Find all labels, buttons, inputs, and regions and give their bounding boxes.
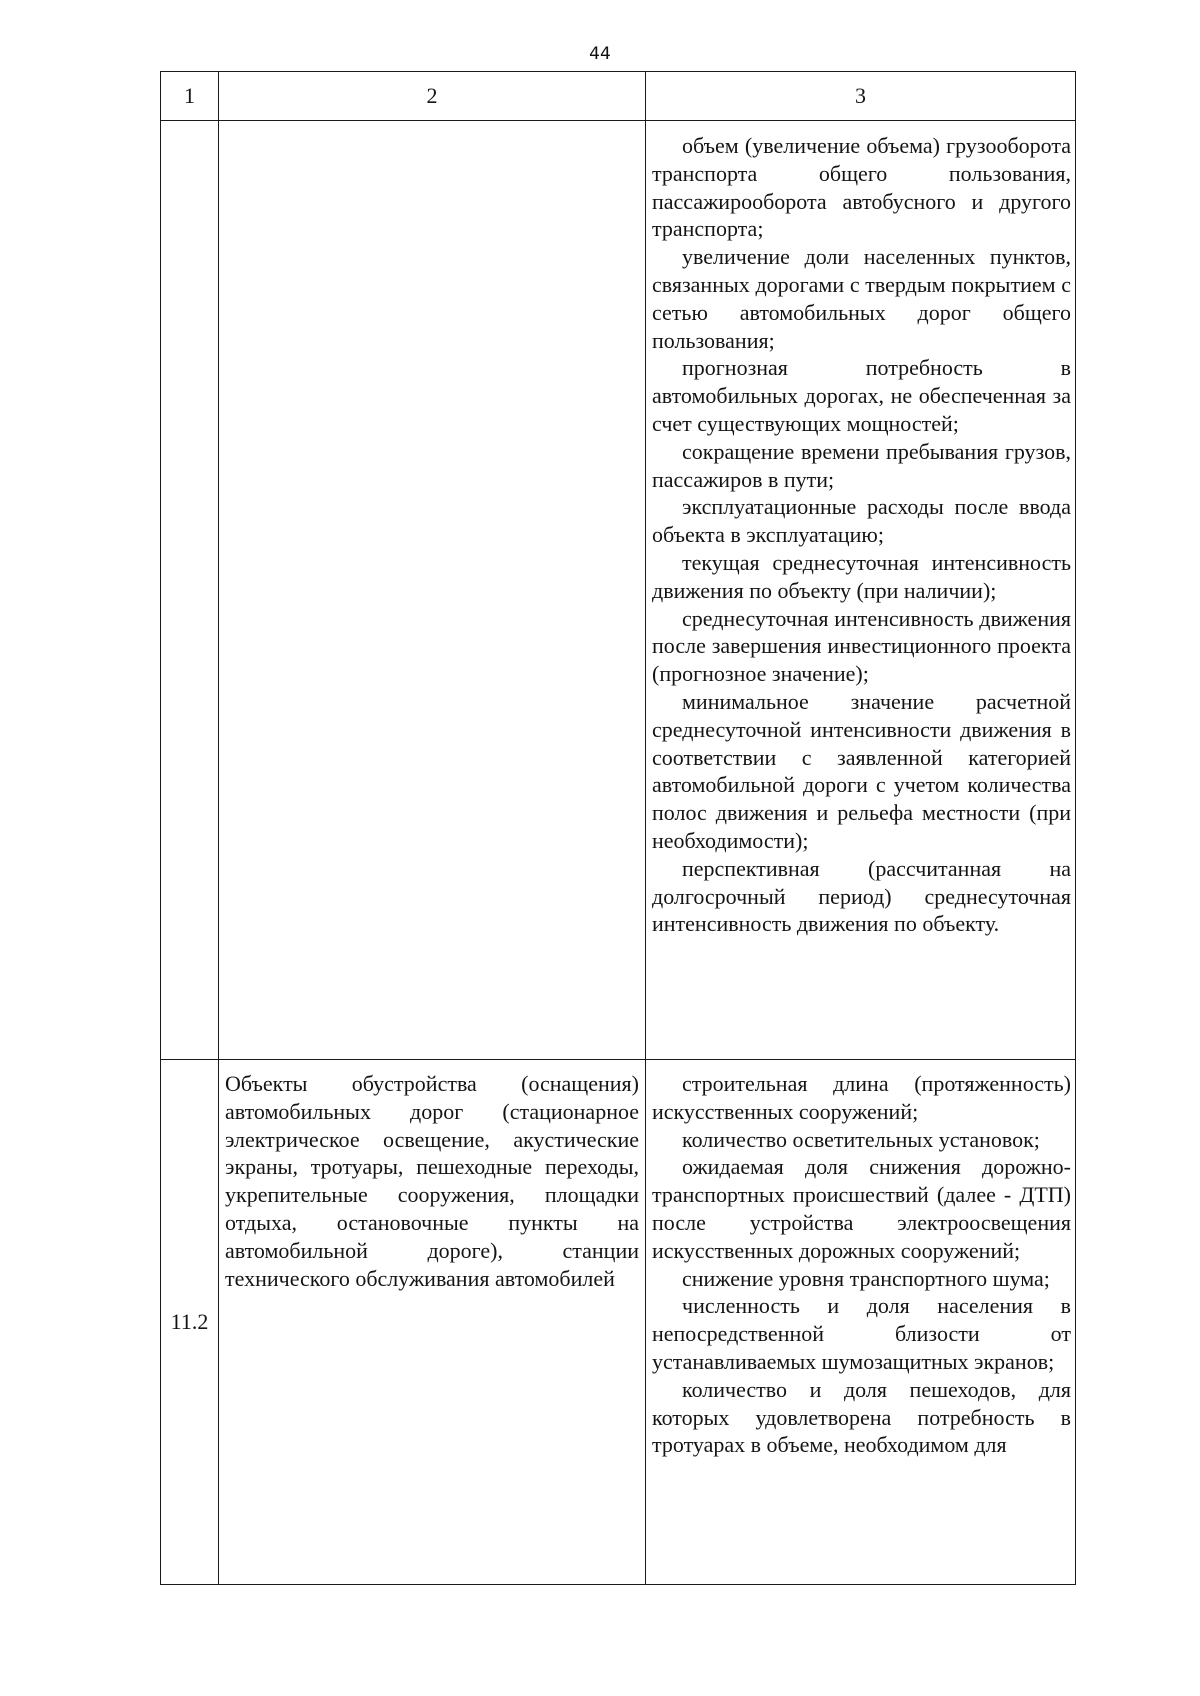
- row-number: [161, 121, 219, 1060]
- paragraph: численность и доля населения в непосредственной близости от устанавливаемых шумозащитных экранов;: [652, 1293, 1071, 1374]
- table-row: [161, 121, 1076, 1060]
- document-table: [160, 71, 1076, 1585]
- paragraph: снижение уровня транспортного шума;: [682, 1265, 1050, 1291]
- indicators-cell: [646, 1060, 1076, 1585]
- object-text: [219, 121, 645, 132]
- paragraph: строительная длина (протяженность) искусственных сооружений;: [652, 1071, 1071, 1124]
- paragraph: перспективная (рассчитанная на долгосрочный период) среднесуточная интенсивность движения по объекту.: [652, 855, 1071, 937]
- paragraph: увеличение доли населенных пунктов, связанных дорогами с твердым покрытием с сетью автомобильных дорог общего пользования;: [652, 244, 1071, 353]
- object-cell: [219, 121, 646, 1060]
- paragraph: объем (увеличение объема) грузооборота транспорта общего пользования, пассажирооборота автобусного и другого транспорта;: [652, 133, 1071, 242]
- paragraph: прогнозная потребность в автомобильных дорогах, не обеспеченная за счет существующих мощностей;: [652, 355, 1071, 436]
- paragraph: текущая среднесуточная интенсивность движения по объекту (при наличии);: [652, 549, 1071, 603]
- column-header-3: 3: [646, 72, 1076, 121]
- table-row: [161, 1060, 1076, 1585]
- row-number: 11.2: [161, 1060, 219, 1585]
- paragraph: среднесуточная интенсивность движения после завершения инвестиционного проекта (прогнозное значение);: [652, 605, 1071, 687]
- column-header-1: 1: [161, 72, 219, 121]
- column-header-2: 2: [219, 72, 646, 121]
- object-text: [219, 1060, 645, 1292]
- object-cell: [219, 1060, 646, 1585]
- paragraph: Объекты обустройства (оснащения) автомобильных дорог (стационарное электрическое освещение, акустические экраны, тротуары, пешеходные переходы, укрепительные сооружения, площадки отдыха, остановочные пункты на автомобильной дороге), станции технического обслуживания автомобилей: [225, 1071, 639, 1291]
- paragraph: сокращение времени пребывания грузов, пассажиров в пути;: [652, 438, 1071, 492]
- indicators-text: [646, 1060, 1075, 1459]
- paragraph: эксплуатационные расходы после ввода объекта в эксплуатацию;: [652, 494, 1071, 548]
- paragraph: минимальное значение расчетной среднесуточной интенсивности движения в соответствии с заявленной категорией автомобильной дороги с учетом количества полос движения и рельефа местности (при необходимости);: [652, 688, 1071, 853]
- indicators-text: [646, 121, 1075, 938]
- paragraph: ожидаемая доля снижения дорожно-транспортных происшествий (далее - ДТП) после устройства электроосвещения искусственных дорожных сооружений;: [652, 1154, 1071, 1263]
- table-header-row: [161, 72, 1076, 121]
- page-number: 44: [589, 44, 611, 64]
- paragraph: количество и доля пешеходов, для которых удовлетворена потребность в тротуарах в объеме, необходимом для: [652, 1376, 1071, 1458]
- indicators-cell: [646, 121, 1076, 1060]
- paragraph: количество осветительных установок;: [682, 1126, 1040, 1152]
